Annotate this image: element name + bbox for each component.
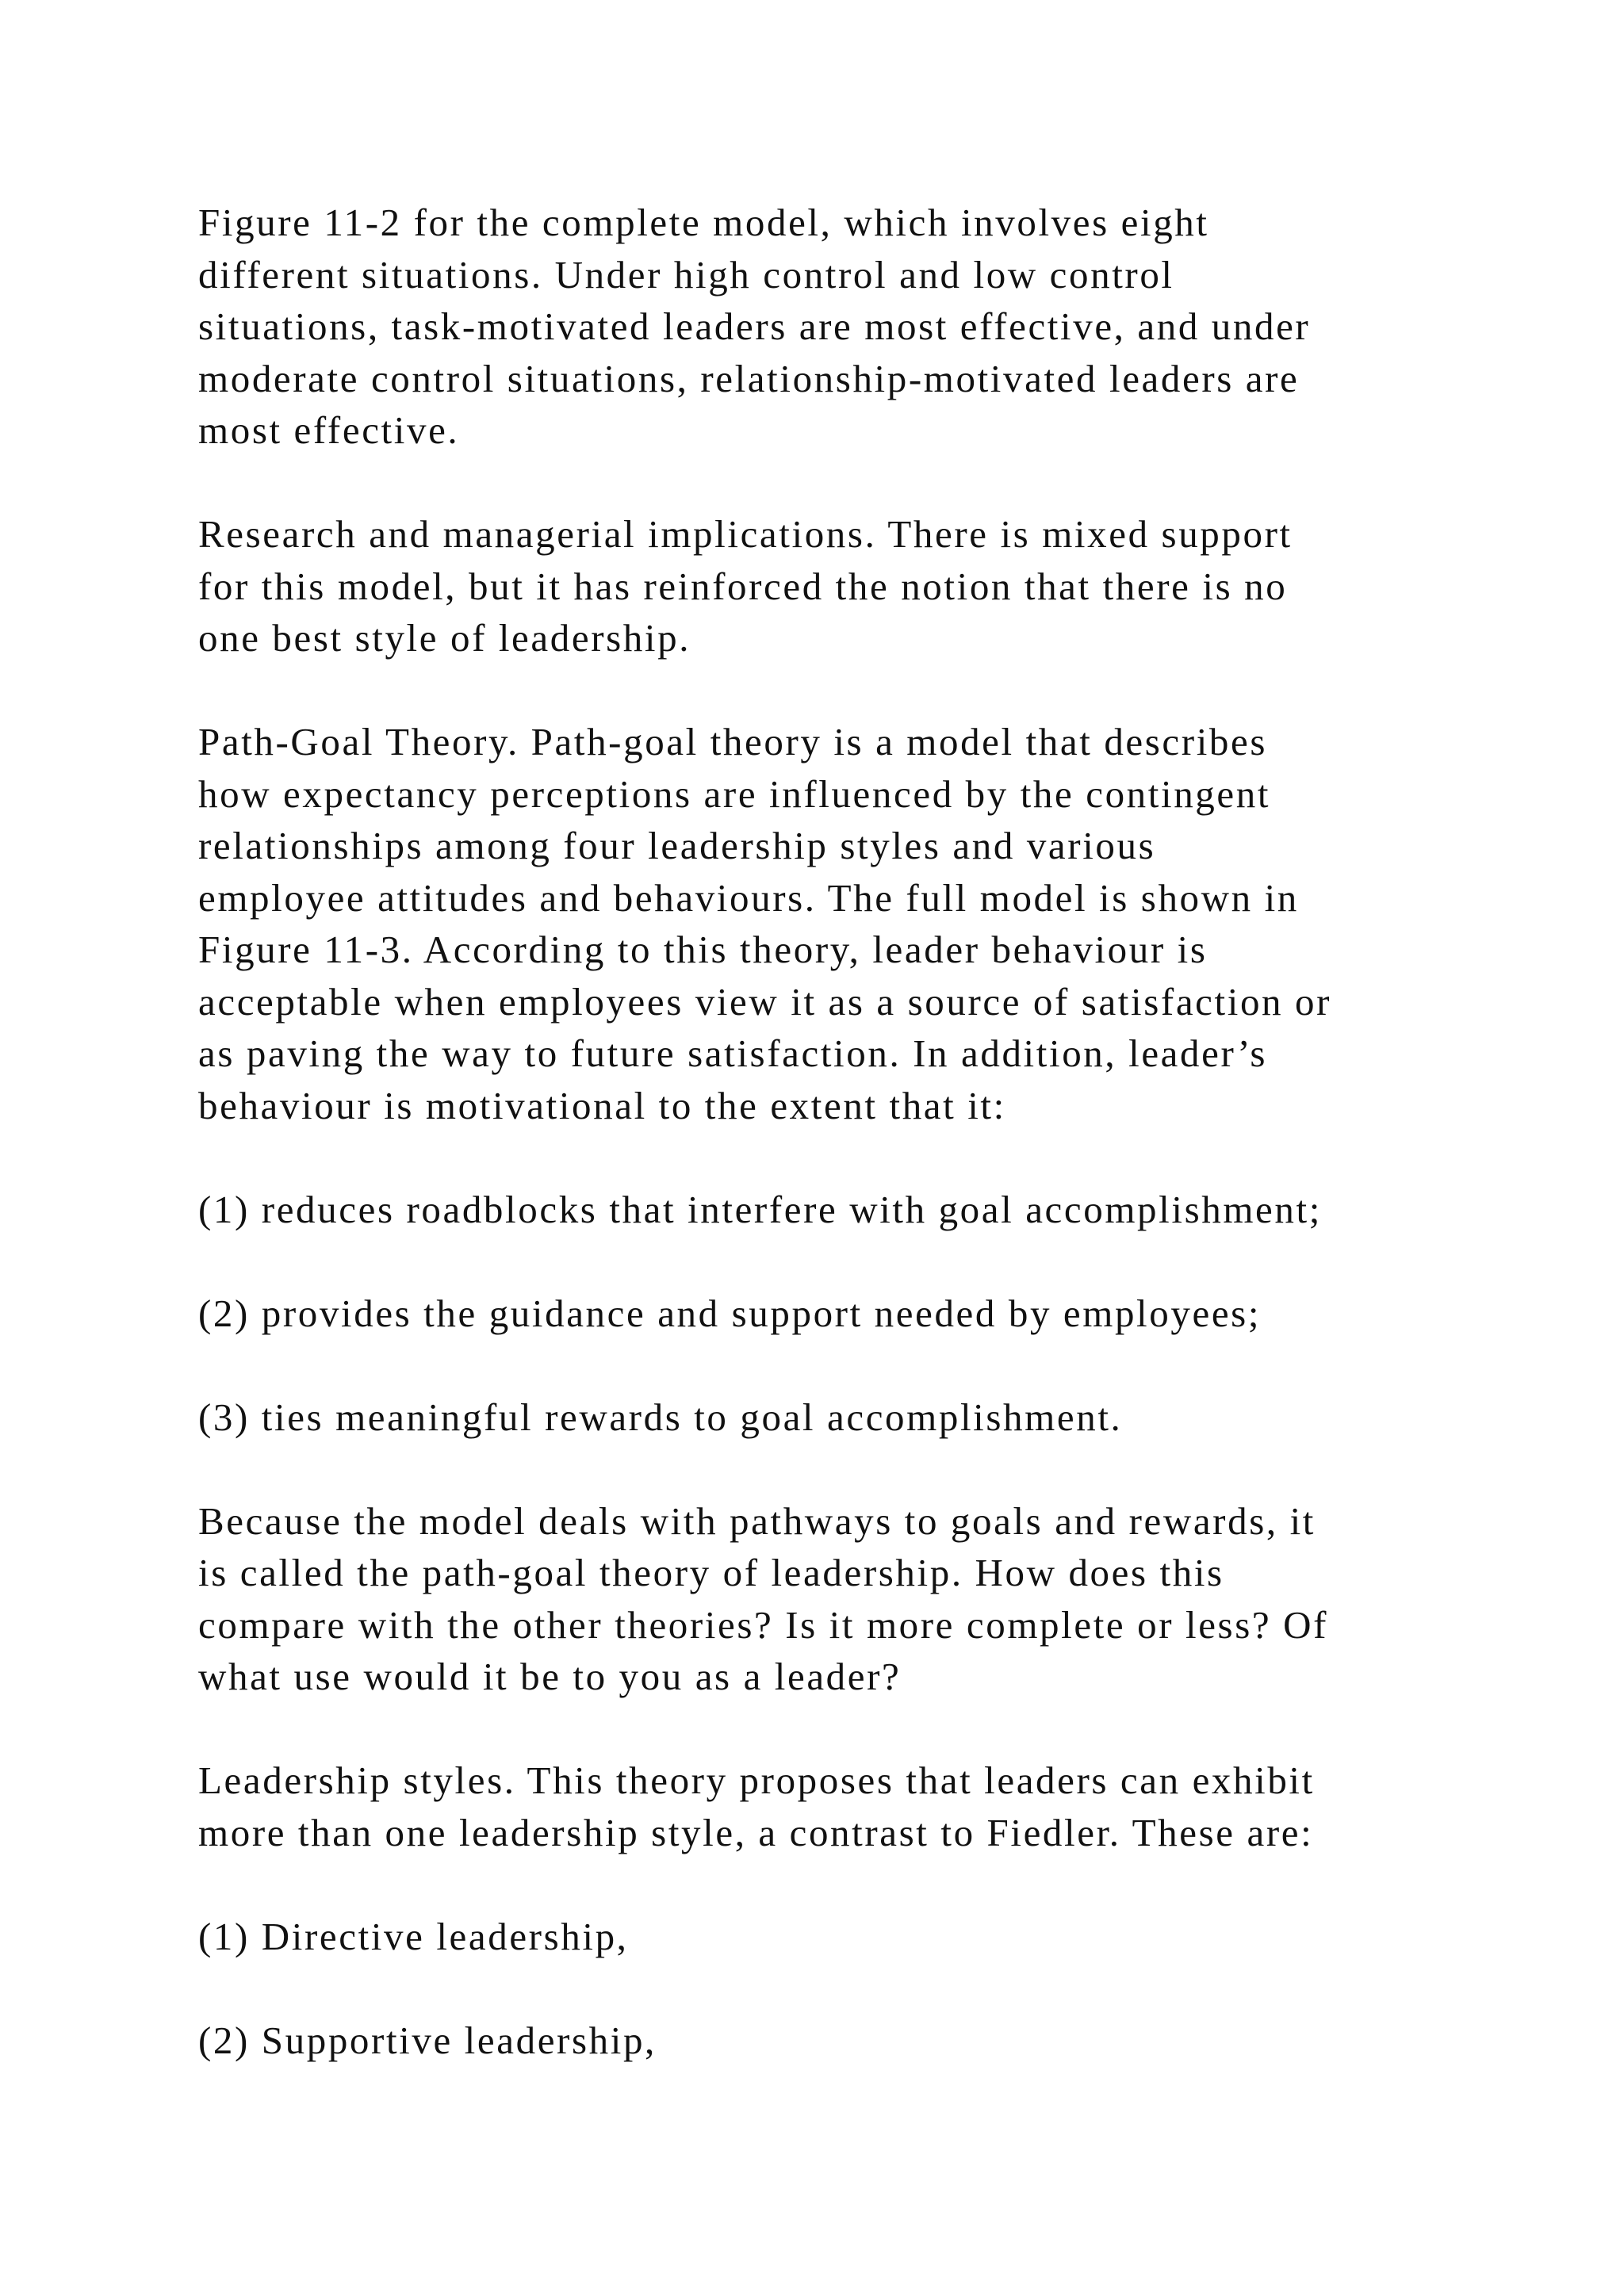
text-line: as paving the way to future satisfaction. In addition, leader’s xyxy=(198,1031,1268,1075)
text-line: (3) ties meaningful rewards to goal accomplishment. xyxy=(198,1395,1123,1439)
text-line: one best style of leadership. xyxy=(198,616,691,660)
text-line: compare with the other theories? Is it more complete or less? Of xyxy=(198,1602,1328,1647)
text-line: Figure 11-3. According to this theory, leader behaviour is xyxy=(198,928,1208,971)
text-line: is called the path-goal theory of leadership. How does this xyxy=(198,1551,1224,1594)
text-line: (2) provides the guidance and support needed by employees; xyxy=(198,1291,1262,1335)
paragraph-contingency-model xyxy=(198,197,1467,457)
text-line: (2) Supportive leadership, xyxy=(198,2018,657,2062)
text-line: Leadership styles. This theory proposes that leaders can exhibit xyxy=(198,1758,1315,1802)
list-item-1 xyxy=(198,1184,1467,1236)
text-line: more than one leadership style, a contrast to Fiedler. These are: xyxy=(198,1810,1314,1854)
text-line: different situations. Under high control and low control xyxy=(198,252,1174,297)
paragraph-research-implications xyxy=(198,508,1467,664)
text-line: how expectancy perceptions are influenced by the contingent xyxy=(198,771,1271,816)
text-line: (1) reduces roadblocks that interfere with goal accomplishment; xyxy=(198,1187,1322,1231)
text-line: most effective. xyxy=(198,408,460,452)
list-item-3 xyxy=(198,1391,1467,1444)
paragraph-pathways xyxy=(198,1495,1467,1703)
text-line: for this model, but it has reinforced the notion that there is no xyxy=(198,564,1288,608)
document-body xyxy=(198,197,1467,2118)
text-line: moderate control situations, relationship-motivated leaders are xyxy=(198,356,1300,400)
text-line: behaviour is motivational to the extent that it: xyxy=(198,1083,1006,1127)
text-line: acceptable when employees view it as a source of satisfaction or xyxy=(198,979,1332,1024)
paragraph-path-goal-theory xyxy=(198,716,1467,1131)
paragraph-leadership-styles xyxy=(198,1755,1467,1858)
text-line: Figure 11-2 for the complete model, which involves eight xyxy=(198,201,1209,244)
text-line: what use would it be to you as a leader? xyxy=(198,1655,902,1698)
style-item-1 xyxy=(198,1911,1467,1963)
list-item-2 xyxy=(198,1288,1467,1340)
text-line: (1) Directive leadership, xyxy=(198,1914,629,1958)
text-line: Path-Goal Theory. Path-goal theory is a model that describes xyxy=(198,720,1268,763)
style-item-2 xyxy=(198,2015,1467,2067)
text-line: Because the model deals with pathways to goals and rewards, it xyxy=(198,1498,1316,1543)
text-line: employee attitudes and behaviours. The full model is shown in xyxy=(198,875,1299,920)
text-line: Research and managerial implications. There is mixed support xyxy=(198,512,1293,556)
text-line: situations, task-motivated leaders are most effective, and under xyxy=(198,304,1311,348)
text-line: relationships among four leadership styles and various xyxy=(198,824,1156,867)
